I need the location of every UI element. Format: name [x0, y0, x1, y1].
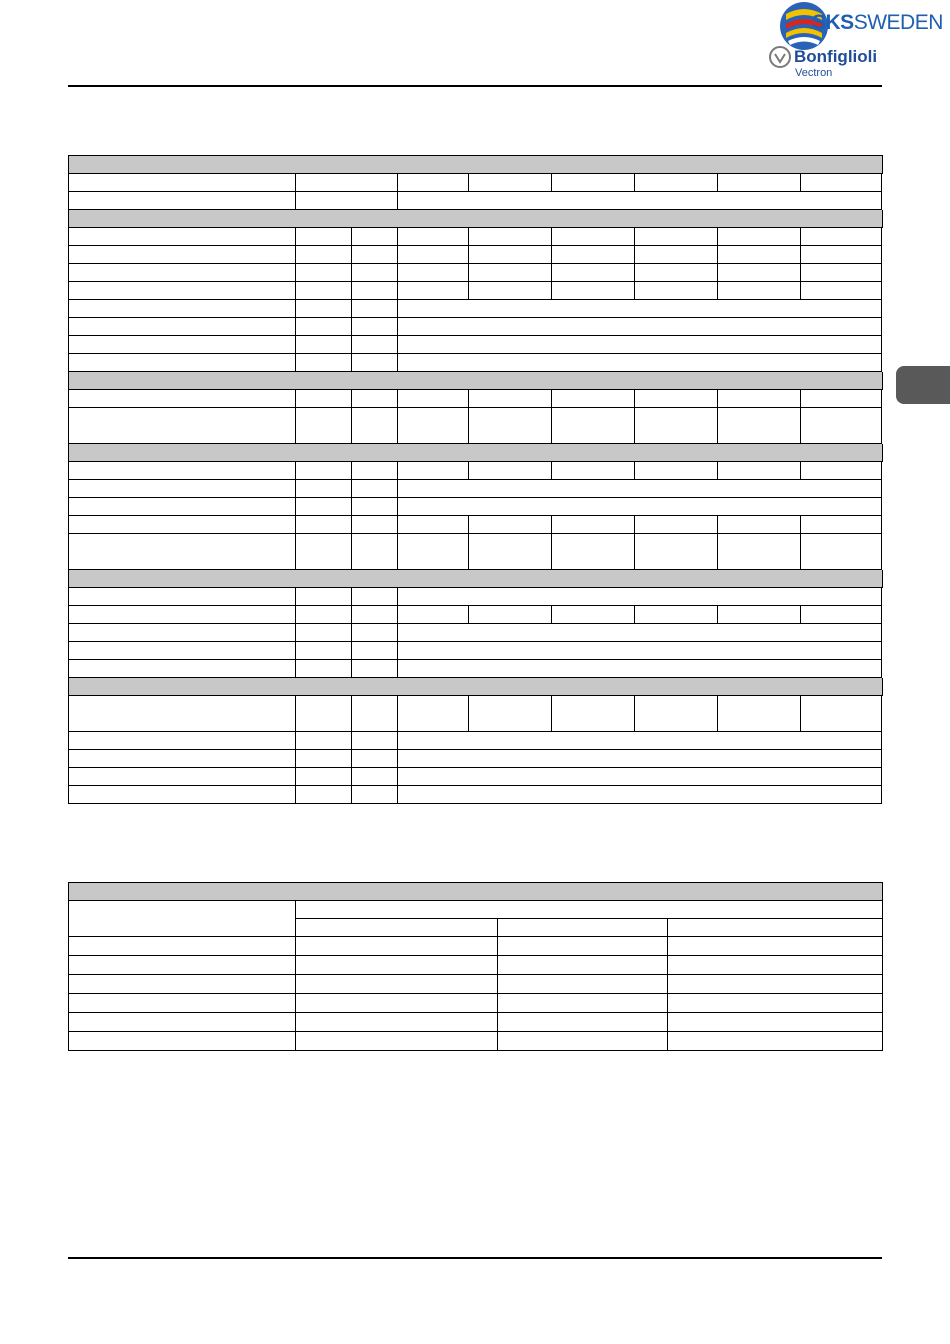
table-row	[69, 516, 883, 534]
section-header	[69, 156, 883, 174]
table-row	[69, 732, 883, 750]
table-row	[69, 1013, 883, 1032]
logo-brand-name: SKSSWEDEN	[812, 11, 943, 34]
table-row	[69, 956, 883, 975]
table-row	[69, 408, 883, 444]
table-row	[69, 750, 883, 768]
table-row	[69, 768, 883, 786]
table-row	[69, 282, 883, 300]
company-logo	[768, 0, 950, 82]
table-row	[69, 498, 883, 516]
logo-subbrand: Bonfiglioli	[794, 47, 878, 66]
table-row	[69, 642, 883, 660]
table-row	[69, 696, 883, 732]
table-row	[69, 462, 883, 480]
table-row	[69, 264, 883, 282]
table-row	[69, 975, 883, 994]
table-row	[69, 174, 883, 192]
table-row	[69, 786, 883, 804]
table-row	[69, 480, 883, 498]
spec-table	[68, 155, 883, 804]
table-row	[69, 588, 883, 606]
section-header	[69, 883, 883, 901]
table-header-row	[69, 901, 883, 937]
table-row	[69, 228, 883, 246]
section-header	[69, 372, 883, 390]
table-row	[69, 390, 883, 408]
secondary-table	[68, 882, 883, 1051]
section-header	[69, 678, 883, 696]
section-header	[69, 570, 883, 588]
table-row	[69, 994, 883, 1013]
header-rule	[68, 85, 882, 87]
table-row	[69, 937, 883, 956]
table-row	[69, 1032, 883, 1051]
table-row	[69, 336, 883, 354]
table-row	[69, 534, 883, 570]
bonfiglioli-emblem-icon	[769, 46, 791, 68]
table-row	[69, 318, 883, 336]
table-row	[69, 300, 883, 318]
table-row	[69, 624, 883, 642]
table-row	[69, 660, 883, 678]
table-row	[69, 192, 883, 210]
footer-rule	[68, 1257, 882, 1259]
section-header	[69, 210, 883, 228]
chapter-side-tab	[896, 366, 950, 404]
table-row	[69, 246, 883, 264]
table-row	[69, 606, 883, 624]
logo-subbrand-line2: Vectron	[795, 67, 833, 79]
section-header	[69, 444, 883, 462]
table-row	[69, 354, 883, 372]
